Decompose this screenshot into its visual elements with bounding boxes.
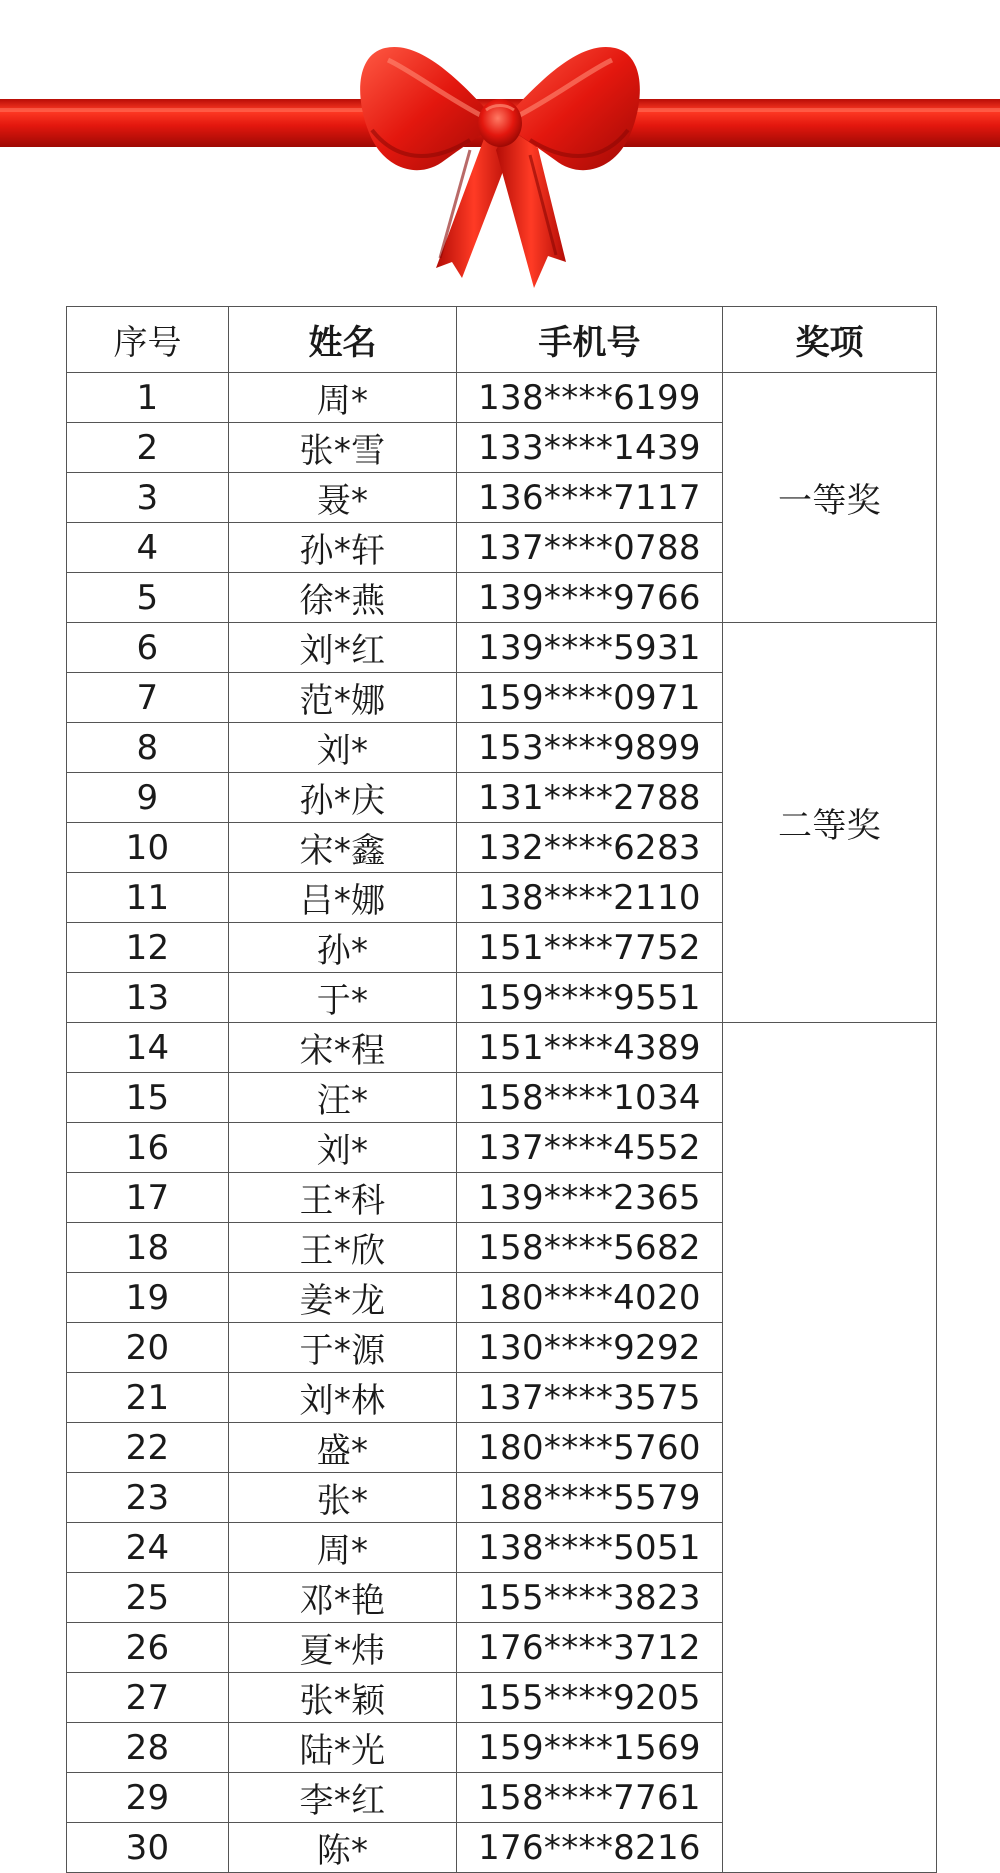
row-index-cell: 16 — [67, 1123, 229, 1173]
row-index-cell: 23 — [67, 1473, 229, 1523]
row-index-cell: 2 — [67, 423, 229, 473]
row-phone-cell: 155****3823 — [457, 1573, 723, 1623]
row-name-cell: 刘*红 — [229, 623, 457, 673]
row-phone-cell: 137****4552 — [457, 1123, 723, 1173]
row-index-cell: 3 — [67, 473, 229, 523]
row-name-cell: 姜*龙 — [229, 1273, 457, 1323]
row-phone-cell: 132****6283 — [457, 823, 723, 873]
table-row — [67, 623, 937, 673]
header-phone: 手机号 — [457, 307, 723, 373]
row-name-cell: 周* — [229, 1523, 457, 1573]
prize-group-cell: 一等奖 — [723, 373, 937, 623]
prize-group-cell: 二等奖 — [723, 623, 937, 1023]
row-index-cell: 6 — [67, 623, 229, 673]
row-phone-cell: 180****4020 — [457, 1273, 723, 1323]
row-index-cell: 18 — [67, 1223, 229, 1273]
row-phone-cell: 176****3712 — [457, 1623, 723, 1673]
row-index-cell: 28 — [67, 1723, 229, 1773]
row-name-cell: 于*源 — [229, 1323, 457, 1373]
row-name-cell: 张* — [229, 1473, 457, 1523]
row-index-cell: 27 — [67, 1673, 229, 1723]
row-phone-cell: 138****5051 — [457, 1523, 723, 1573]
row-name-cell: 孙*轩 — [229, 523, 457, 573]
row-index-cell: 20 — [67, 1323, 229, 1373]
row-name-cell: 王*欣 — [229, 1223, 457, 1273]
row-name-cell: 孙* — [229, 923, 457, 973]
row-index-cell: 21 — [67, 1373, 229, 1423]
row-phone-cell: 151****7752 — [457, 923, 723, 973]
row-phone-cell: 138****6199 — [457, 373, 723, 423]
row-name-cell: 张*颖 — [229, 1673, 457, 1723]
row-index-cell: 17 — [67, 1173, 229, 1223]
row-name-cell: 王*科 — [229, 1173, 457, 1223]
row-index-cell: 9 — [67, 773, 229, 823]
row-name-cell: 李*红 — [229, 1773, 457, 1823]
row-phone-cell: 180****5760 — [457, 1423, 723, 1473]
row-name-cell: 吕*娜 — [229, 873, 457, 923]
row-name-cell: 邓*艳 — [229, 1573, 457, 1623]
row-name-cell: 盛* — [229, 1423, 457, 1473]
row-phone-cell: 155****9205 — [457, 1673, 723, 1723]
row-name-cell: 汪* — [229, 1073, 457, 1123]
row-phone-cell: 139****5931 — [457, 623, 723, 673]
row-name-cell: 陆*光 — [229, 1723, 457, 1773]
row-index-cell: 5 — [67, 573, 229, 623]
row-index-cell: 7 — [67, 673, 229, 723]
row-name-cell: 范*娜 — [229, 673, 457, 723]
ribbon-knot — [478, 99, 522, 147]
row-index-cell: 8 — [67, 723, 229, 773]
row-name-cell: 刘*林 — [229, 1373, 457, 1423]
row-phone-cell: 137****3575 — [457, 1373, 723, 1423]
row-name-cell: 陈* — [229, 1823, 457, 1873]
table-body — [67, 373, 937, 1873]
header-prize: 奖项 — [723, 307, 937, 373]
row-phone-cell: 176****8216 — [457, 1823, 723, 1873]
row-index-cell: 22 — [67, 1423, 229, 1473]
prize-group-cell — [723, 1023, 937, 1873]
row-index-cell: 10 — [67, 823, 229, 873]
table-row — [67, 373, 937, 423]
row-phone-cell: 136****7117 — [457, 473, 723, 523]
ribbon-left-loop — [360, 47, 496, 170]
table-row — [67, 1023, 937, 1073]
row-phone-cell: 158****1034 — [457, 1073, 723, 1123]
row-index-cell: 15 — [67, 1073, 229, 1123]
row-phone-cell: 138****2110 — [457, 873, 723, 923]
red-ribbon-bow — [0, 0, 1000, 300]
row-index-cell: 26 — [67, 1623, 229, 1673]
row-name-cell: 聂* — [229, 473, 457, 523]
row-index-cell: 19 — [67, 1273, 229, 1323]
row-index-cell: 11 — [67, 873, 229, 923]
row-phone-cell: 158****7761 — [457, 1773, 723, 1823]
row-phone-cell: 158****5682 — [457, 1223, 723, 1273]
row-name-cell: 刘* — [229, 1123, 457, 1173]
row-phone-cell: 133****1439 — [457, 423, 723, 473]
row-name-cell: 孙*庆 — [229, 773, 457, 823]
row-phone-cell: 151****4389 — [457, 1023, 723, 1073]
row-phone-cell: 153****9899 — [457, 723, 723, 773]
row-index-cell: 30 — [67, 1823, 229, 1873]
row-index-cell: 4 — [67, 523, 229, 573]
row-index-cell: 25 — [67, 1573, 229, 1623]
row-index-cell: 14 — [67, 1023, 229, 1073]
table-header-row — [67, 307, 937, 373]
row-phone-cell: 159****9551 — [457, 973, 723, 1023]
row-name-cell: 宋*鑫 — [229, 823, 457, 873]
row-phone-cell: 137****0788 — [457, 523, 723, 573]
row-name-cell: 张*雪 — [229, 423, 457, 473]
row-name-cell: 宋*程 — [229, 1023, 457, 1073]
row-index-cell: 1 — [67, 373, 229, 423]
row-phone-cell: 130****9292 — [457, 1323, 723, 1373]
row-phone-cell: 188****5579 — [457, 1473, 723, 1523]
winners-table — [66, 306, 937, 1873]
row-phone-cell: 159****1569 — [457, 1723, 723, 1773]
row-name-cell: 于* — [229, 973, 457, 1023]
row-index-cell: 12 — [67, 923, 229, 973]
row-name-cell: 刘* — [229, 723, 457, 773]
header-index: 序号 — [67, 307, 229, 373]
row-name-cell: 周* — [229, 373, 457, 423]
row-phone-cell: 131****2788 — [457, 773, 723, 823]
row-index-cell: 24 — [67, 1523, 229, 1573]
row-name-cell: 夏*炜 — [229, 1623, 457, 1673]
row-phone-cell: 139****2365 — [457, 1173, 723, 1223]
row-index-cell: 29 — [67, 1773, 229, 1823]
row-phone-cell: 139****9766 — [457, 573, 723, 623]
row-index-cell: 13 — [67, 973, 229, 1023]
header-name: 姓名 — [229, 307, 457, 373]
row-name-cell: 徐*燕 — [229, 573, 457, 623]
row-phone-cell: 159****0971 — [457, 673, 723, 723]
